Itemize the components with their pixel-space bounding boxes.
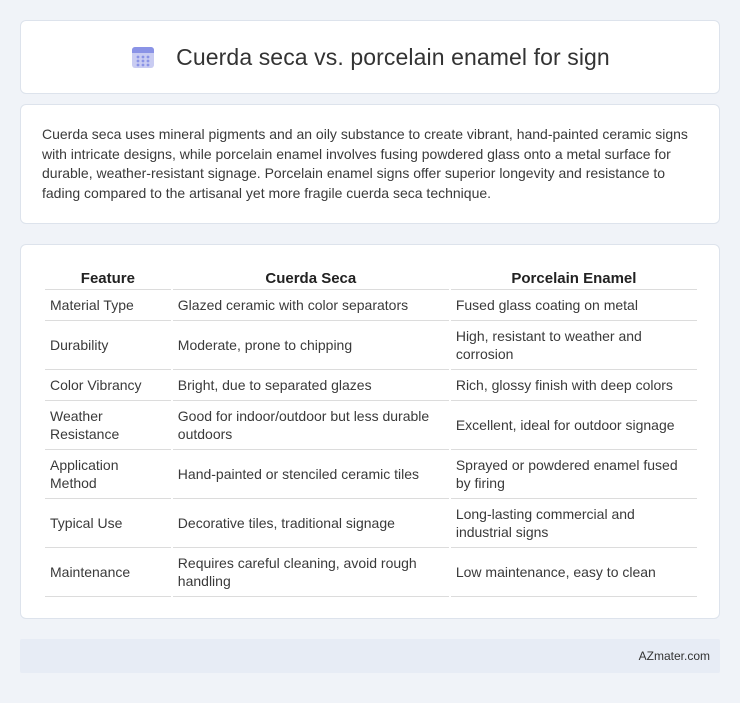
- comparison-table: [43, 266, 699, 597]
- header-feature: Feature: [45, 266, 171, 290]
- table-row: [45, 499, 697, 548]
- intro-paragraph: Cuerda seca uses mineral pigments and an oily substance to create vibrant, hand-painted ceramic signs with intricate designs, while porcelain enamel involves fusing powdered glass onto a metal surface for durable, weather-resistant signage. Porcelain enamel signs offer superior longevity and resistance to fading compared to the artisanal yet more fragile cuerda seca technique.: [42, 126, 688, 201]
- porcelain-enamel-cell: Fused glass coating on metal: [451, 290, 697, 321]
- porcelain-enamel-cell: Long-lasting commercial and industrial signs: [451, 499, 697, 548]
- table-row: [45, 370, 697, 401]
- cuerda-seca-cell: Decorative tiles, traditional signage: [173, 499, 449, 548]
- porcelain-enamel-cell: Sprayed or powdered enamel fused by firing: [451, 450, 697, 499]
- title-card: [20, 20, 720, 94]
- porcelain-enamel-cell: Rich, glossy finish with deep colors: [451, 370, 697, 401]
- feature-cell: Typical Use: [45, 499, 171, 548]
- header-porcelain-enamel: Porcelain Enamel: [451, 266, 697, 290]
- table-row: [45, 548, 697, 597]
- feature-cell: Maintenance: [45, 548, 171, 597]
- page-title: Cuerda seca vs. porcelain enamel for sign: [176, 43, 610, 70]
- cuerda-seca-cell: Hand-painted or stenciled ceramic tiles: [173, 450, 449, 499]
- porcelain-enamel-cell: Excellent, ideal for outdoor signage: [451, 401, 697, 450]
- cuerda-seca-cell: Good for indoor/outdoor but less durable outdoors: [173, 401, 449, 450]
- cuerda-seca-cell: Requires careful cleaning, avoid rough handling: [173, 548, 449, 597]
- cuerda-seca-cell: Glazed ceramic with color separators: [173, 290, 449, 321]
- calendar-icon: [130, 44, 156, 70]
- comparison-card: [20, 244, 720, 619]
- cuerda-seca-cell: Moderate, prone to chipping: [173, 321, 449, 370]
- table-row: [45, 450, 697, 499]
- feature-cell: Color Vibrancy: [45, 370, 171, 401]
- table-header-row: [45, 266, 697, 290]
- table-row: [45, 290, 697, 321]
- footer-bar: [20, 639, 720, 673]
- porcelain-enamel-cell: High, resistant to weather and corrosion: [451, 321, 697, 370]
- feature-cell: Application Method: [45, 450, 171, 499]
- header-cuerda-seca: Cuerda Seca: [173, 266, 449, 290]
- feature-cell: Material Type: [45, 290, 171, 321]
- feature-cell: Weather Resistance: [45, 401, 171, 450]
- intro-card: [20, 104, 720, 224]
- porcelain-enamel-cell: Low maintenance, easy to clean: [451, 548, 697, 597]
- feature-cell: Durability: [45, 321, 171, 370]
- table-row: [45, 401, 697, 450]
- footer-site-link[interactable]: AZmater.com: [638, 649, 710, 663]
- cuerda-seca-cell: Bright, due to separated glazes: [173, 370, 449, 401]
- table-row: [45, 321, 697, 370]
